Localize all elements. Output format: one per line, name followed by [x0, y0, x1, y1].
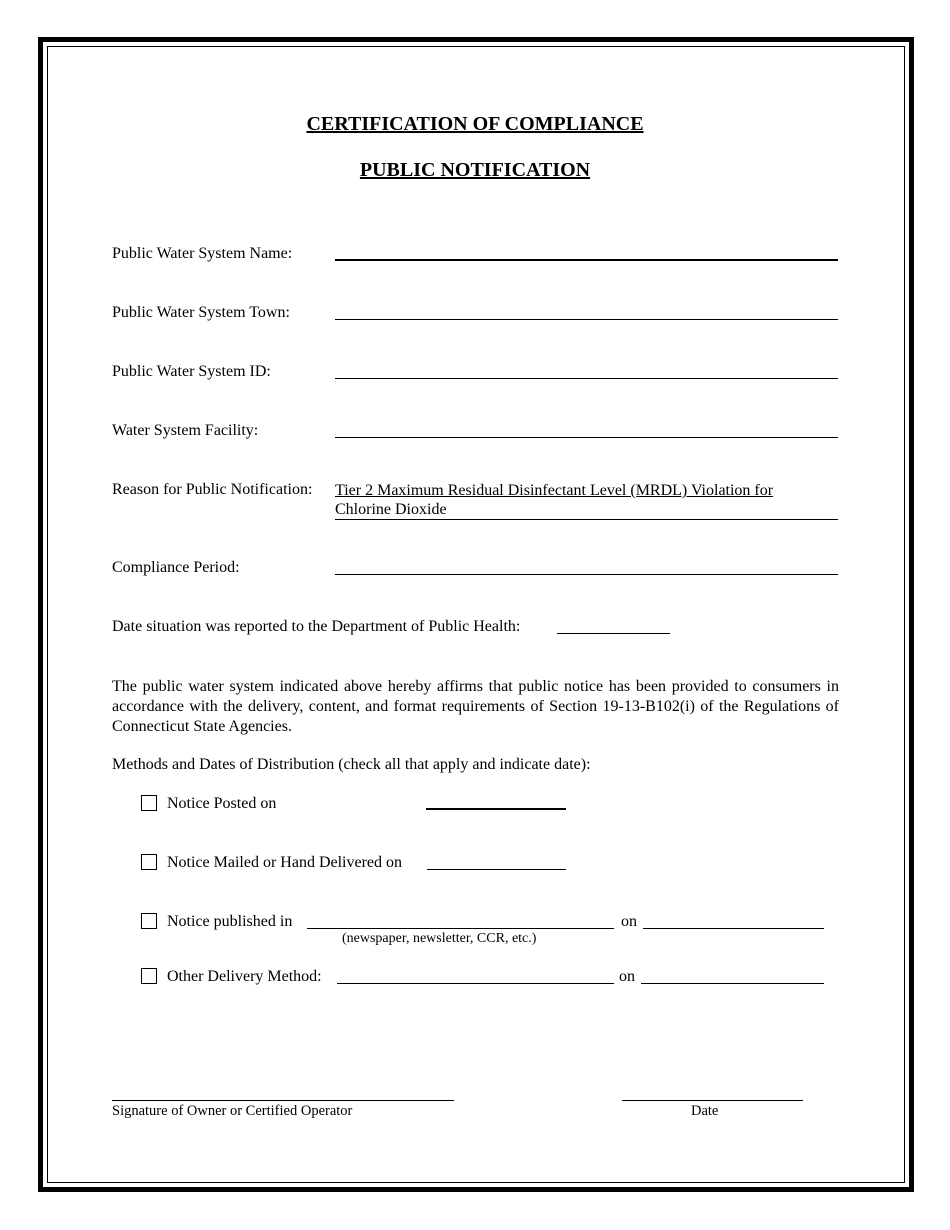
document-subtitle: PUBLIC NOTIFICATION — [359, 159, 591, 181]
system-id-field[interactable] — [335, 378, 838, 379]
notice-mailed-label: Notice Mailed or Hand Delivered on — [167, 854, 403, 871]
notice-mailed-date-field[interactable] — [427, 869, 566, 870]
document-title: CERTIFICATION OF COMPLIANCE — [306, 113, 644, 135]
signature-date-field[interactable] — [622, 1100, 803, 1101]
methods-heading: Methods and Dates of Distribution (check all that apply and indicate date): — [112, 756, 591, 773]
page-border — [38, 37, 914, 1192]
compliance-period-label: Compliance Period: — [112, 559, 240, 576]
affirmation-paragraph: The public water system indicated above hereby affirms that public notice has been provided to consumers in accordance with the delivery, content, and format requirements of Section 19-13-B102(i) of the Regulations of Connecticut State Agencies. — [112, 678, 839, 735]
notice-published-medium-field[interactable] — [307, 928, 614, 929]
other-delivery-on-label: on — [619, 968, 635, 985]
page-border-inner — [47, 46, 905, 1183]
system-town-field[interactable] — [335, 319, 838, 320]
facility-field[interactable] — [335, 437, 838, 438]
signature-date-label: Date — [691, 1103, 719, 1119]
other-delivery-checkbox[interactable] — [141, 968, 157, 984]
reason-label: Reason for Public Notification: — [112, 481, 313, 498]
facility-label: Water System Facility: — [112, 422, 259, 439]
reason-value-line2: Chlorine Dioxide — [335, 501, 838, 520]
notice-posted-date-field[interactable] — [426, 808, 566, 810]
notice-published-checkbox[interactable] — [141, 913, 157, 929]
system-id-label: Public Water System ID: — [112, 363, 271, 380]
date-reported-label: Date situation was reported to the Department of Public Health: — [112, 618, 521, 635]
signature-field[interactable] — [112, 1100, 454, 1101]
notice-published-on-label: on — [621, 913, 637, 930]
notice-mailed-checkbox[interactable] — [141, 854, 157, 870]
other-delivery-date-field[interactable] — [641, 983, 824, 984]
notice-posted-checkbox[interactable] — [141, 795, 157, 811]
reason-value-line1: Tier 2 Maximum Residual Disinfectant Level (MRDL) Violation for — [335, 482, 774, 499]
system-name-field[interactable] — [335, 259, 838, 261]
notice-published-label: Notice published in — [167, 913, 293, 930]
system-town-label: Public Water System Town: — [112, 304, 290, 321]
compliance-period-field[interactable] — [335, 574, 838, 575]
notice-published-hint: (newspaper, newsletter, CCR, etc.) — [342, 931, 537, 946]
system-name-label: Public Water System Name: — [112, 245, 293, 262]
signature-label: Signature of Owner or Certified Operator — [112, 1103, 353, 1119]
other-delivery-label: Other Delivery Method: — [167, 968, 322, 985]
notice-published-date-field[interactable] — [643, 928, 824, 929]
other-delivery-method-field[interactable] — [337, 983, 614, 984]
date-reported-field[interactable] — [557, 633, 670, 634]
notice-posted-label: Notice Posted on — [167, 795, 277, 812]
reason-field[interactable] — [335, 481, 838, 520]
